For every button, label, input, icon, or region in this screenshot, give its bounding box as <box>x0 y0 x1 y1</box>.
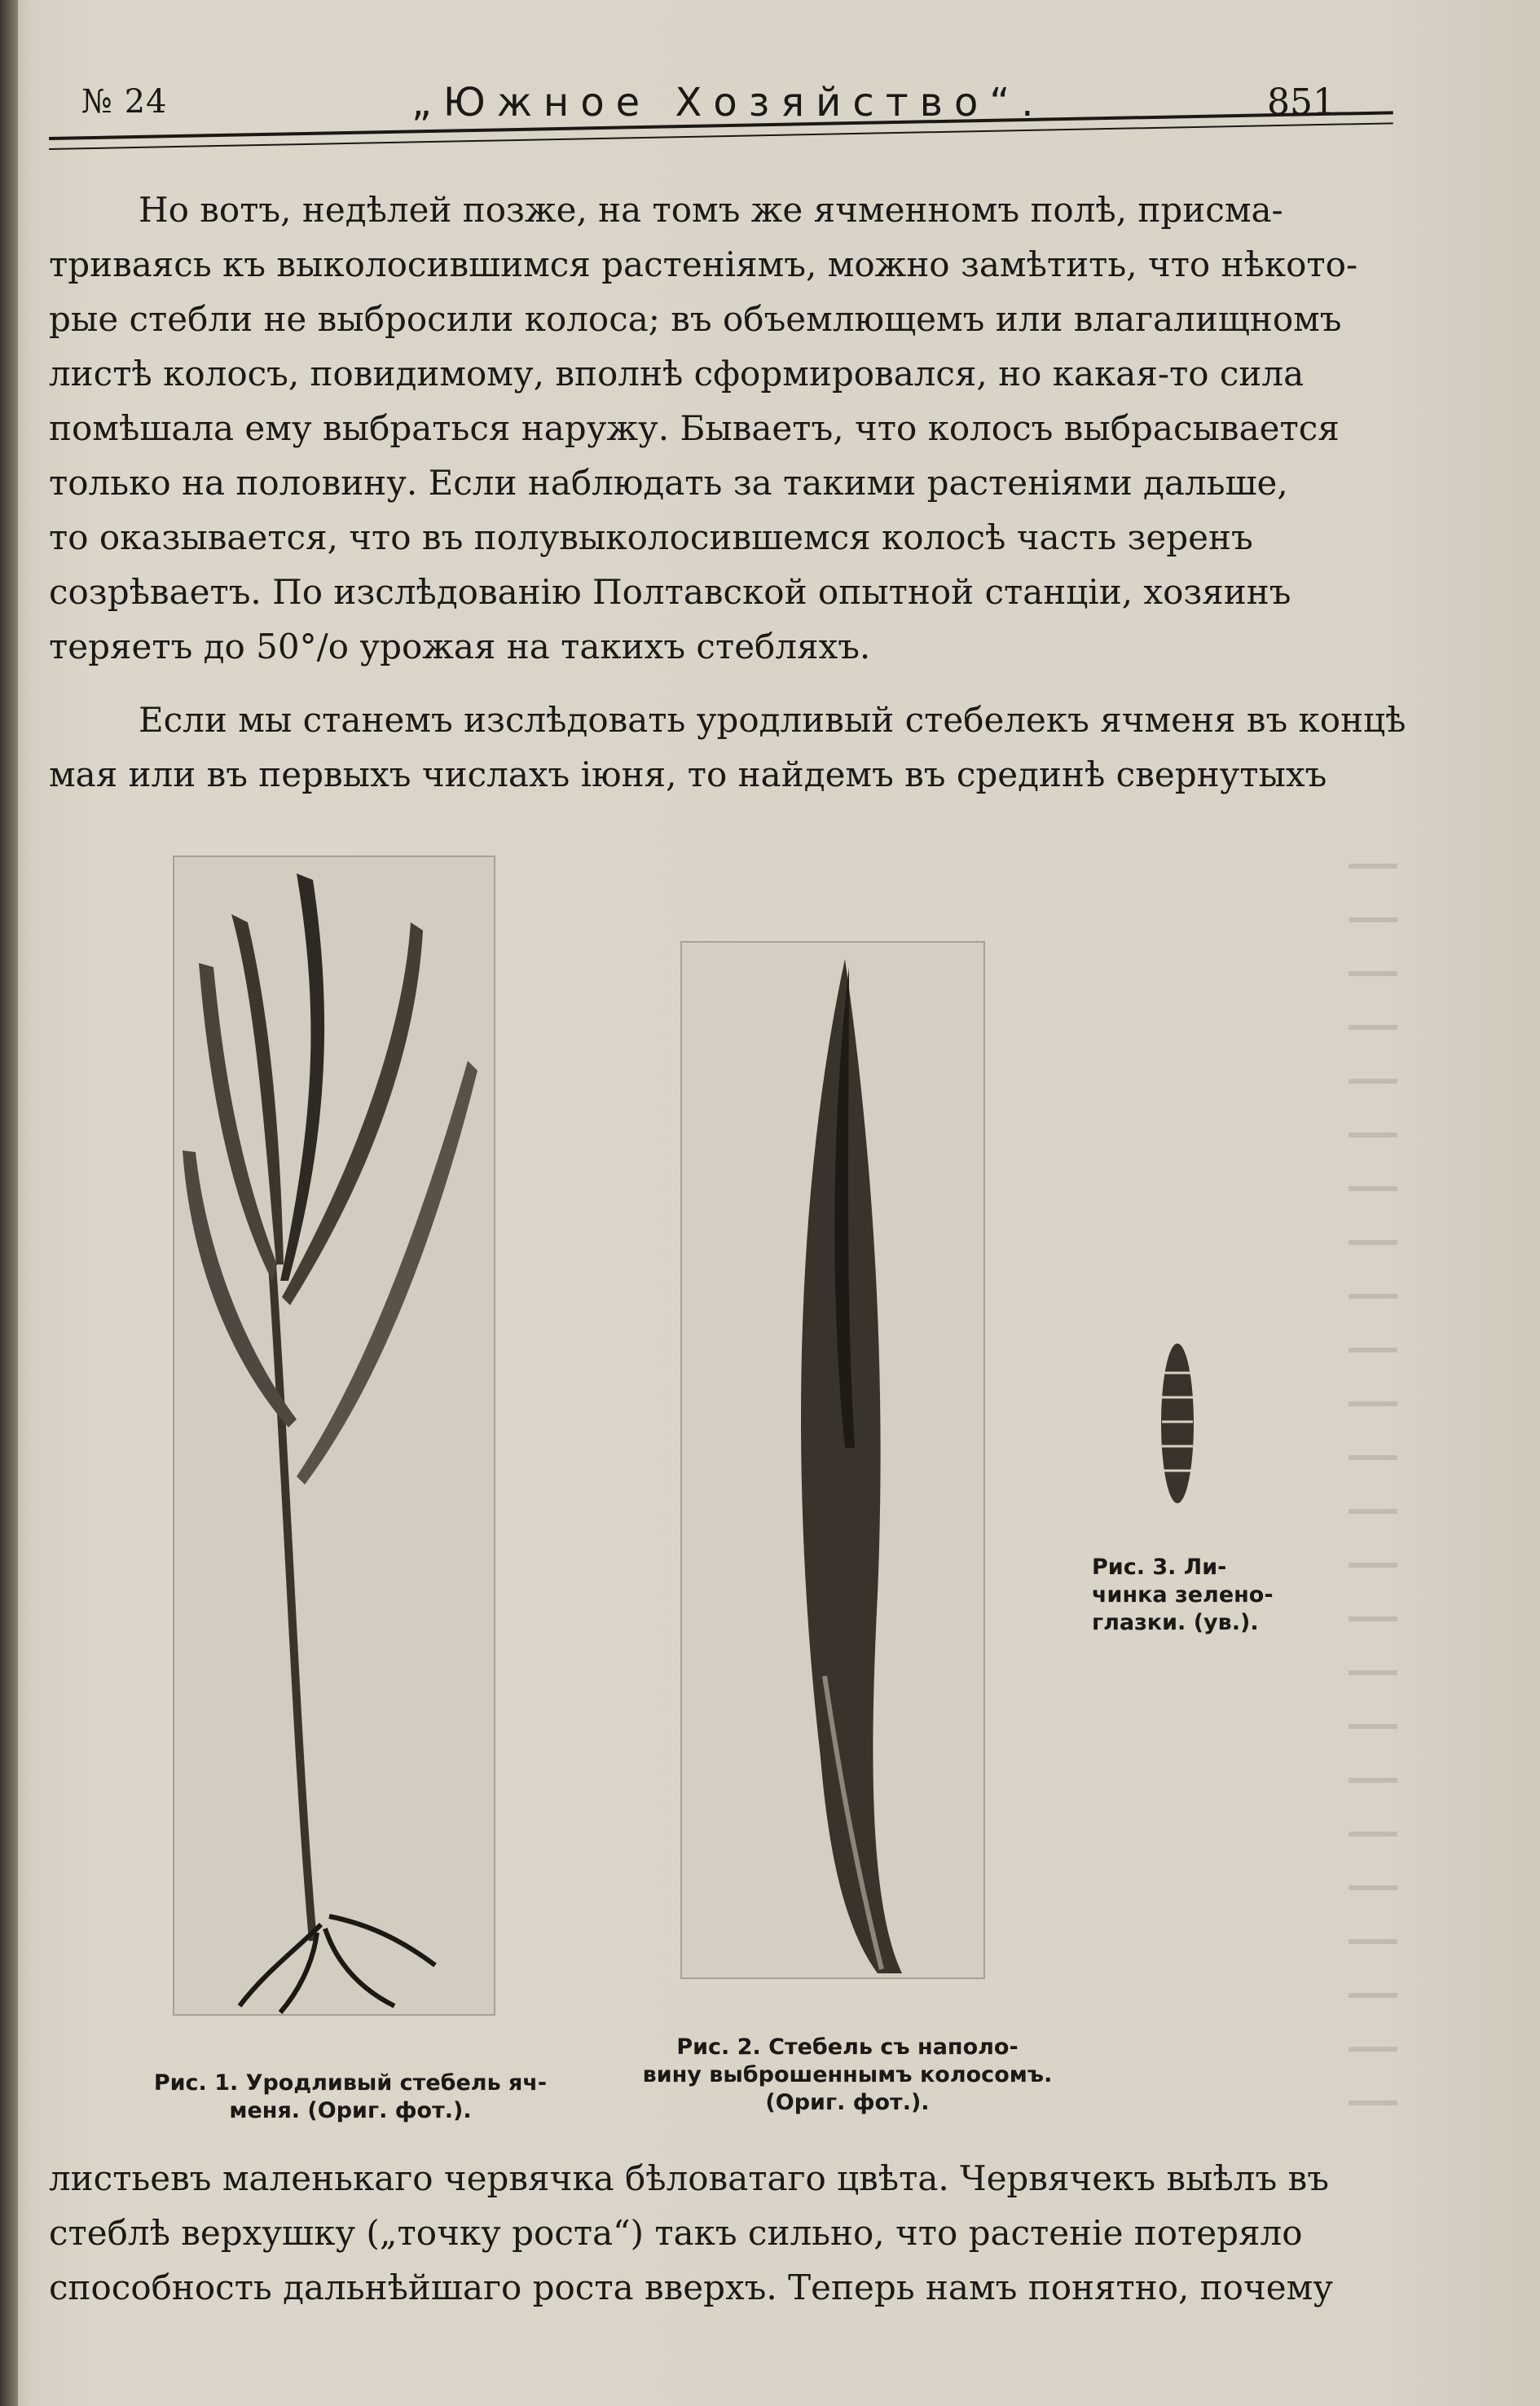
caption-line: чинка зелено- <box>1092 1582 1274 1608</box>
caption-line: вину выброшеннымъ колосомъ. <box>642 2062 1053 2087</box>
figure-1-caption <box>98 2070 603 2125</box>
caption-line: Рис. 3. Ли- <box>1092 1555 1227 1580</box>
figure-3-caption <box>1092 1554 1304 1637</box>
text-line: мая или въ первыхъ числахъ іюня, то найдемъ въ срединѣ свернутыхъ <box>49 754 1327 794</box>
figure-3-larva <box>1157 1340 1198 1507</box>
figure-2-caption <box>619 2034 1076 2117</box>
text-line: Но вотъ, недѣлей позже, на томъ же ячменномъ полѣ, присма- <box>139 190 1283 230</box>
text-line: листѣ колосъ, повидимому, вполнѣ сформировался, но какая-то сила <box>49 354 1305 394</box>
text-line: триваясь къ выколосившимся растеніямъ, можно замѣтить, что нѣкото- <box>49 244 1358 284</box>
page-number: 851 <box>1267 81 1335 123</box>
text-line: способность дальнѣйшаго роста вверхъ. Теперь намъ понятно, почему <box>49 2267 1333 2307</box>
bleed-through-text <box>1349 815 1397 2118</box>
text-line: Если мы станемъ изслѣдовать уродливый стебелекъ ячменя въ концѣ <box>139 700 1406 740</box>
text-line: теряетъ до 50°/о урожая на такихъ стебляхъ. <box>49 627 871 666</box>
paragraph-3 <box>49 2151 1393 2315</box>
caption-line: Рис. 1. Уродливый стебель яч- <box>153 2070 548 2096</box>
stem-illustration-1 <box>174 857 494 2014</box>
text-line: рые стебли не выбросили колоса; въ объемлющемъ или влагалищномъ <box>49 299 1342 339</box>
issue-number: № 24 <box>81 83 168 121</box>
figure-2-photo <box>680 941 985 1979</box>
text-line: только на половину. Если наблюдать за такими растеніями дальше, <box>49 463 1288 503</box>
text-line: стеблѣ верхушку („точку роста“) такъ сильно, что растеніе потеряло <box>49 2213 1303 2253</box>
paragraph-2 <box>49 693 1406 802</box>
caption-line: меня. (Ориг. фот.). <box>229 2098 472 2123</box>
text-line: помѣшала ему выбраться наружу. Бываетъ, что колосъ выбрасывается <box>49 408 1340 448</box>
caption-line: глазки. (ув.). <box>1092 1610 1259 1635</box>
book-spine <box>0 0 18 2406</box>
figure-1-photo <box>173 856 495 2016</box>
caption-line: (Ориг. фот.). <box>765 2090 930 2115</box>
paragraph-1 <box>49 183 1393 674</box>
text-line: то оказывается, что въ полувыколосившемся колосѣ часть зеренъ <box>49 517 1253 557</box>
text-line: созрѣваетъ. По изслѣдованію Полтавской опытной станціи, хозяинъ <box>49 572 1291 612</box>
stem-illustration-2 <box>682 943 983 1977</box>
text-line: листьевъ маленькаго червячка бѣловатаго цвѣта. Червячекъ выѣлъ въ <box>49 2158 1329 2198</box>
journal-title: „Южное Хозяйство“. <box>411 80 1045 125</box>
caption-line: Рис. 2. Стебель съ наполо- <box>676 2034 1019 2060</box>
